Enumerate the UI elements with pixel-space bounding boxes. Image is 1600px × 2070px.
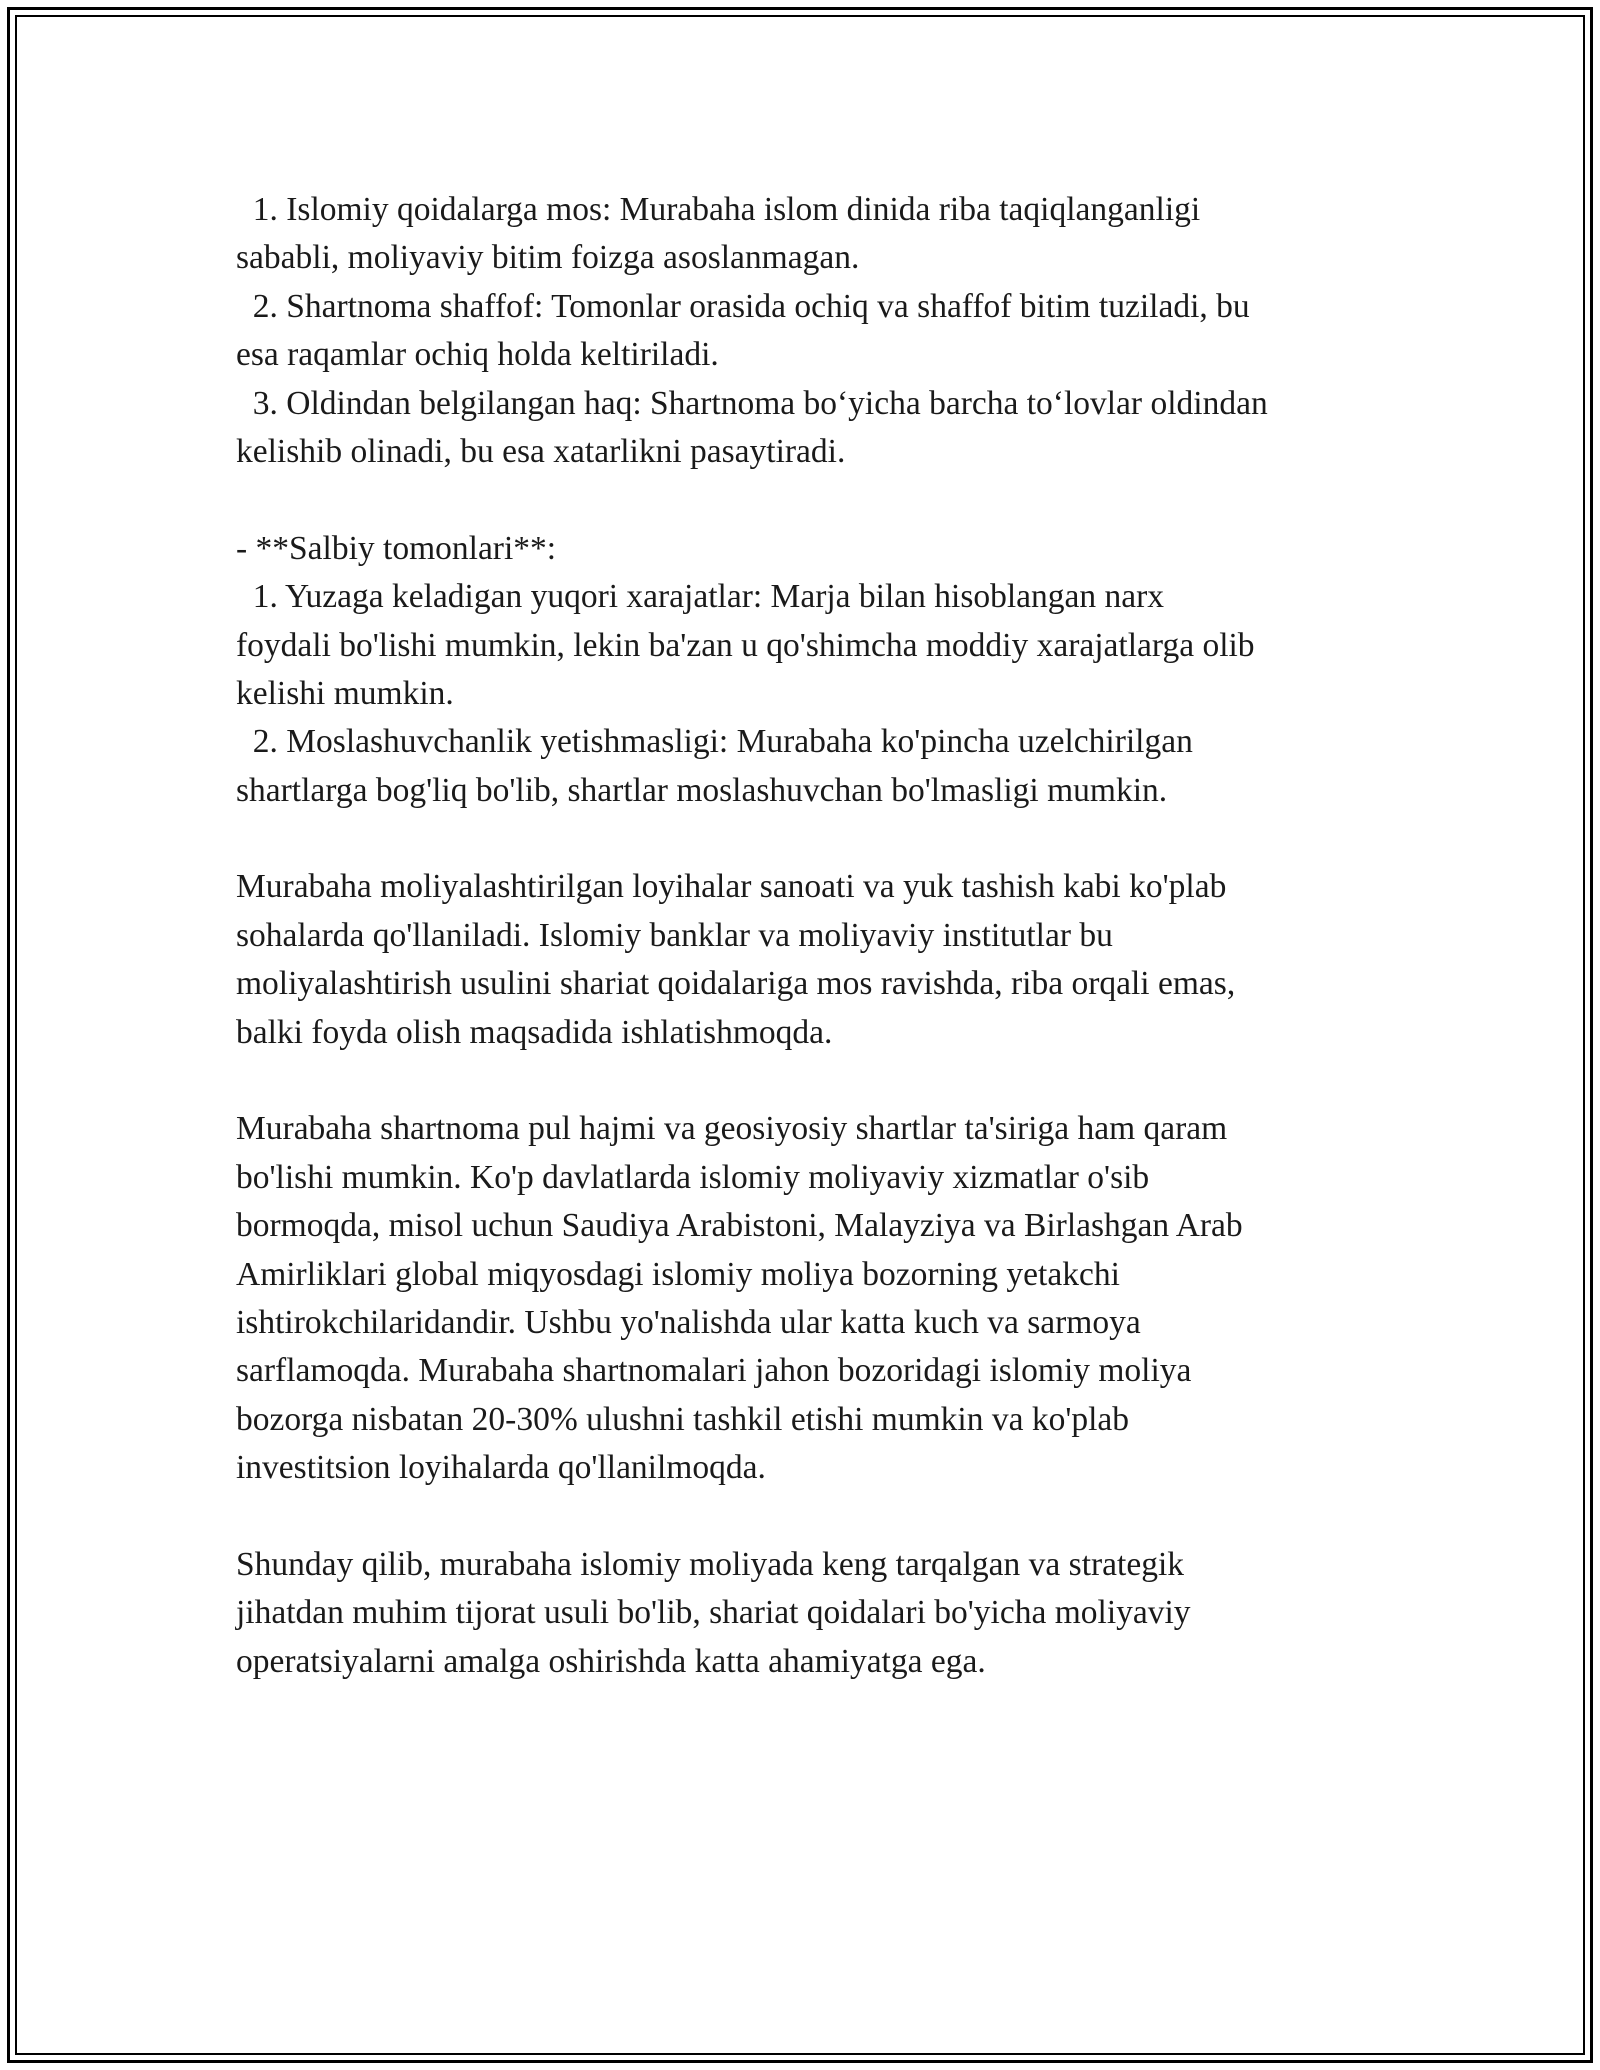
blank-line [236,815,1386,863]
text-line: sohalarda qo'llaniladi. Islomiy banklar va moliyaviy institutlar bu [236,916,1113,954]
text-line: bo'lishi mumkin. Ko'p davlatlarda islomiy moliyaviy xizmatlar o'sib [236,1158,1150,1196]
text-line: 3. Oldindan belgilangan haq: Shartnoma bo‘yicha barcha to‘lovlar oldindan [236,384,1268,422]
text-line: shartlarga bog'liq bo'lib, shartlar moslashuvchan bo'lmasligi mumkin. [236,771,1168,809]
text-line: Murabaha shartnoma pul hajmi va geosiyosiy shartlar ta'siriga ham qaram [236,1110,1228,1148]
text-line: balki foyda olish maqsadida ishlatishmoqda. [236,1013,833,1051]
text-line: sababli, moliyaviy bitim foizga asoslanmagan. [236,239,860,277]
text-line: Murabaha moliyalashtirilgan loyihalar sanoati va yuk tashish kabi ko'plab [236,868,1227,906]
blank-line [236,1493,1386,1541]
text-line: Amirliklari global miqyosdagi islomiy moliya bozorning yetakchi [236,1255,1120,1293]
text-line: esa raqamlar ochiq holda keltiriladi. [236,336,719,374]
text-line: investitsion loyihalarda qo'llanilmoqda. [236,1449,766,1487]
blank-line [236,1057,1386,1105]
document-body [236,186,1386,1686]
text-line: sarflamoqda. Murabaha shartnomalari jahon bozoridagi islomiy moliya [236,1352,1192,1390]
text-line: 1. Yuzaga keladigan yuqori xarajatlar: Marja bilan hisoblangan narx [236,578,1165,616]
text-line: 1. Islomiy qoidalarga mos: Murabaha islom dinida riba taqiqlanganligi [236,191,1201,228]
text-line: 2. Moslashuvchanlik yetishmasligi: Murabaha ko'pincha uzelchirilgan [236,723,1193,761]
text-line: 2. Shartnoma shaffof: Tomonlar orasida ochiq va shaffof bitim tuziladi, bu [236,287,1250,325]
text-line: moliyalashtirish usulini shariat qoidalariga mos ravishda, riba orqali emas, [236,965,1236,1003]
text-line: kelishi mumkin. [236,674,454,712]
text-line: Shunday qilib, murabaha islomiy moliyada keng tarqalgan va strategik [236,1545,1185,1583]
blank-line [236,476,1386,524]
section-heading: - **Salbiy tomonlari**: [236,529,557,567]
text-line: bormoqda, misol uchun Saudiya Arabistoni, Malayziya va Birlashgan Arab [236,1207,1243,1245]
text-line: foydali bo'lishi mumkin, lekin ba'zan u qo'shimcha moddiy xarajatlarga olib [236,626,1255,664]
text-line: jihatdan muhim tijorat usuli bo'lib, shariat qoidalari bo'yicha moliyaviy [236,1594,1191,1632]
text-line: ishtirokchilaridandir. Ushbu yo'nalishda ular katta kuch va sarmoya [236,1303,1141,1341]
text-line: operatsiyalarni amalga oshirishda katta ahamiyatga ega. [236,1642,986,1680]
text-line: kelishib olinadi, bu esa xatarlikni pasaytiradi. [236,432,846,470]
text-line: bozorga nisbatan 20-30% ulushni tashkil etishi mumkin va ko'plab [236,1400,1130,1438]
